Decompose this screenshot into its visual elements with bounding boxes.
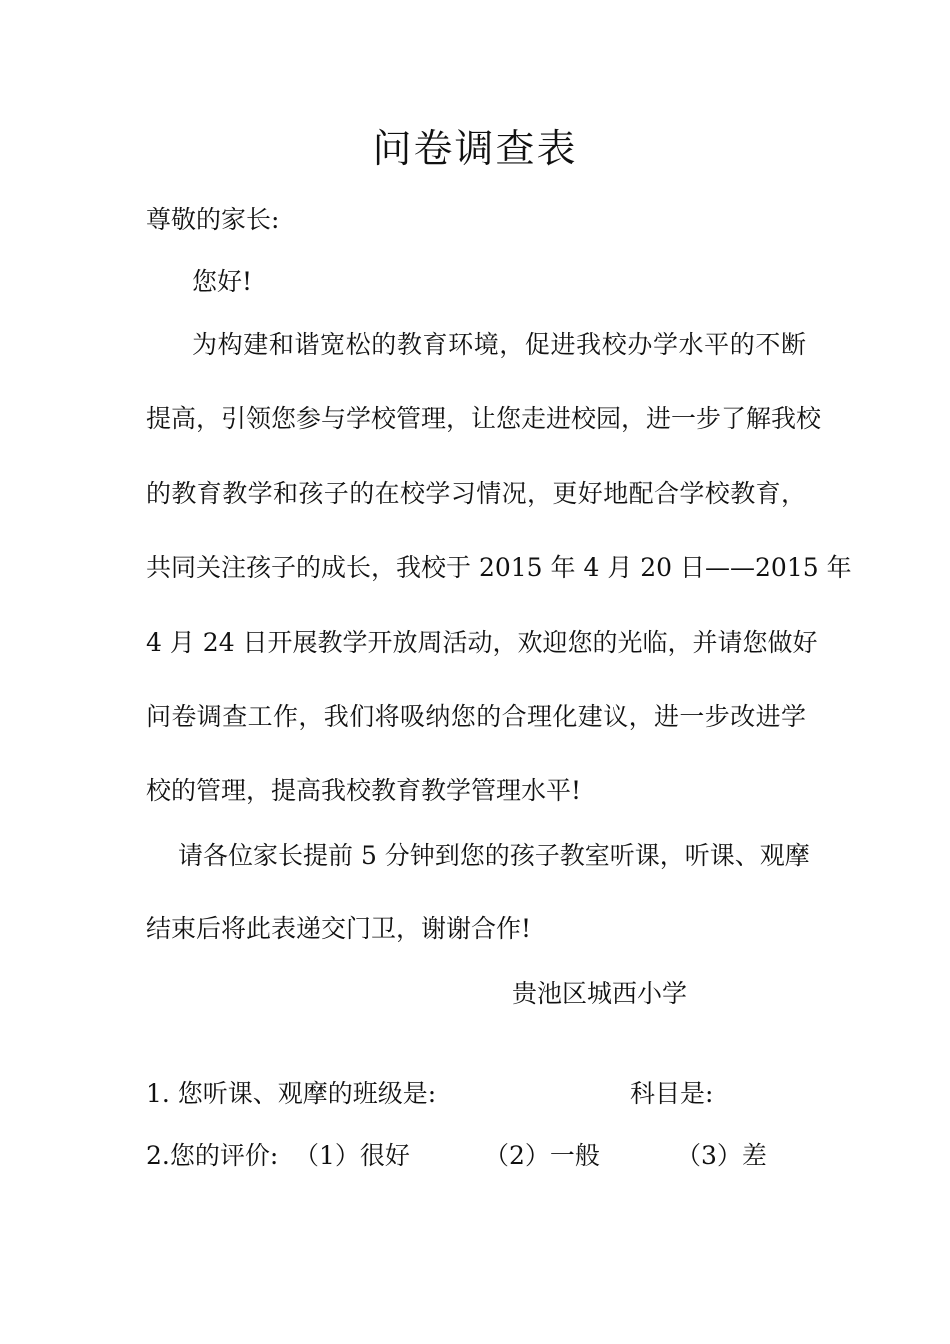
salutation: 尊敬的家长: (146, 205, 280, 234)
question-2-label: 2.您的评价: (146, 1141, 279, 1170)
question-1-label: 1. 您听课、观摩的班级是: (146, 1079, 437, 1108)
rating-option-poor: （3）差 (676, 1141, 767, 1170)
paragraph-line: 提高，引领您参与学校管理，让您走进校园，进一步了解我校 (146, 404, 822, 433)
greeting: 您好! (192, 267, 253, 296)
paragraph-line: 问卷调查工作，我们将吸纳您的合理化建议，进一步改进学 (146, 702, 806, 731)
paragraph-line: 4 月 24 日开展教学开放周活动，欢迎您的光临，并请您做好 (146, 628, 818, 657)
page-title: 问卷调查表 (372, 127, 578, 172)
paragraph-line: 为构建和谐宽松的教育环境，促进我校办学水平的不断 (192, 330, 806, 359)
paragraph-line: 请各位家长提前 5 分钟到您的孩子教室听课，听课、观摩 (178, 841, 810, 870)
school-signature: 贵池区城西小学 (512, 979, 688, 1008)
rating-option-very-good: （1）很好 (294, 1141, 410, 1170)
paragraph-line: 的教育教学和孩子的在校学习情况，更好地配合学校教育， (146, 479, 806, 508)
paragraph-line: 结束后将此表递交门卫，谢谢合作! (146, 914, 532, 943)
paragraph-line: 校的管理，提高我校教育教学管理水平! (146, 776, 582, 805)
paragraph-line: 共同关注孩子的成长，我校于 2015 年 4 月 20 日——2015 年 (146, 553, 852, 582)
rating-option-average: （2）一般 (484, 1141, 600, 1170)
question-1-subject-label: 科目是: (630, 1079, 714, 1108)
